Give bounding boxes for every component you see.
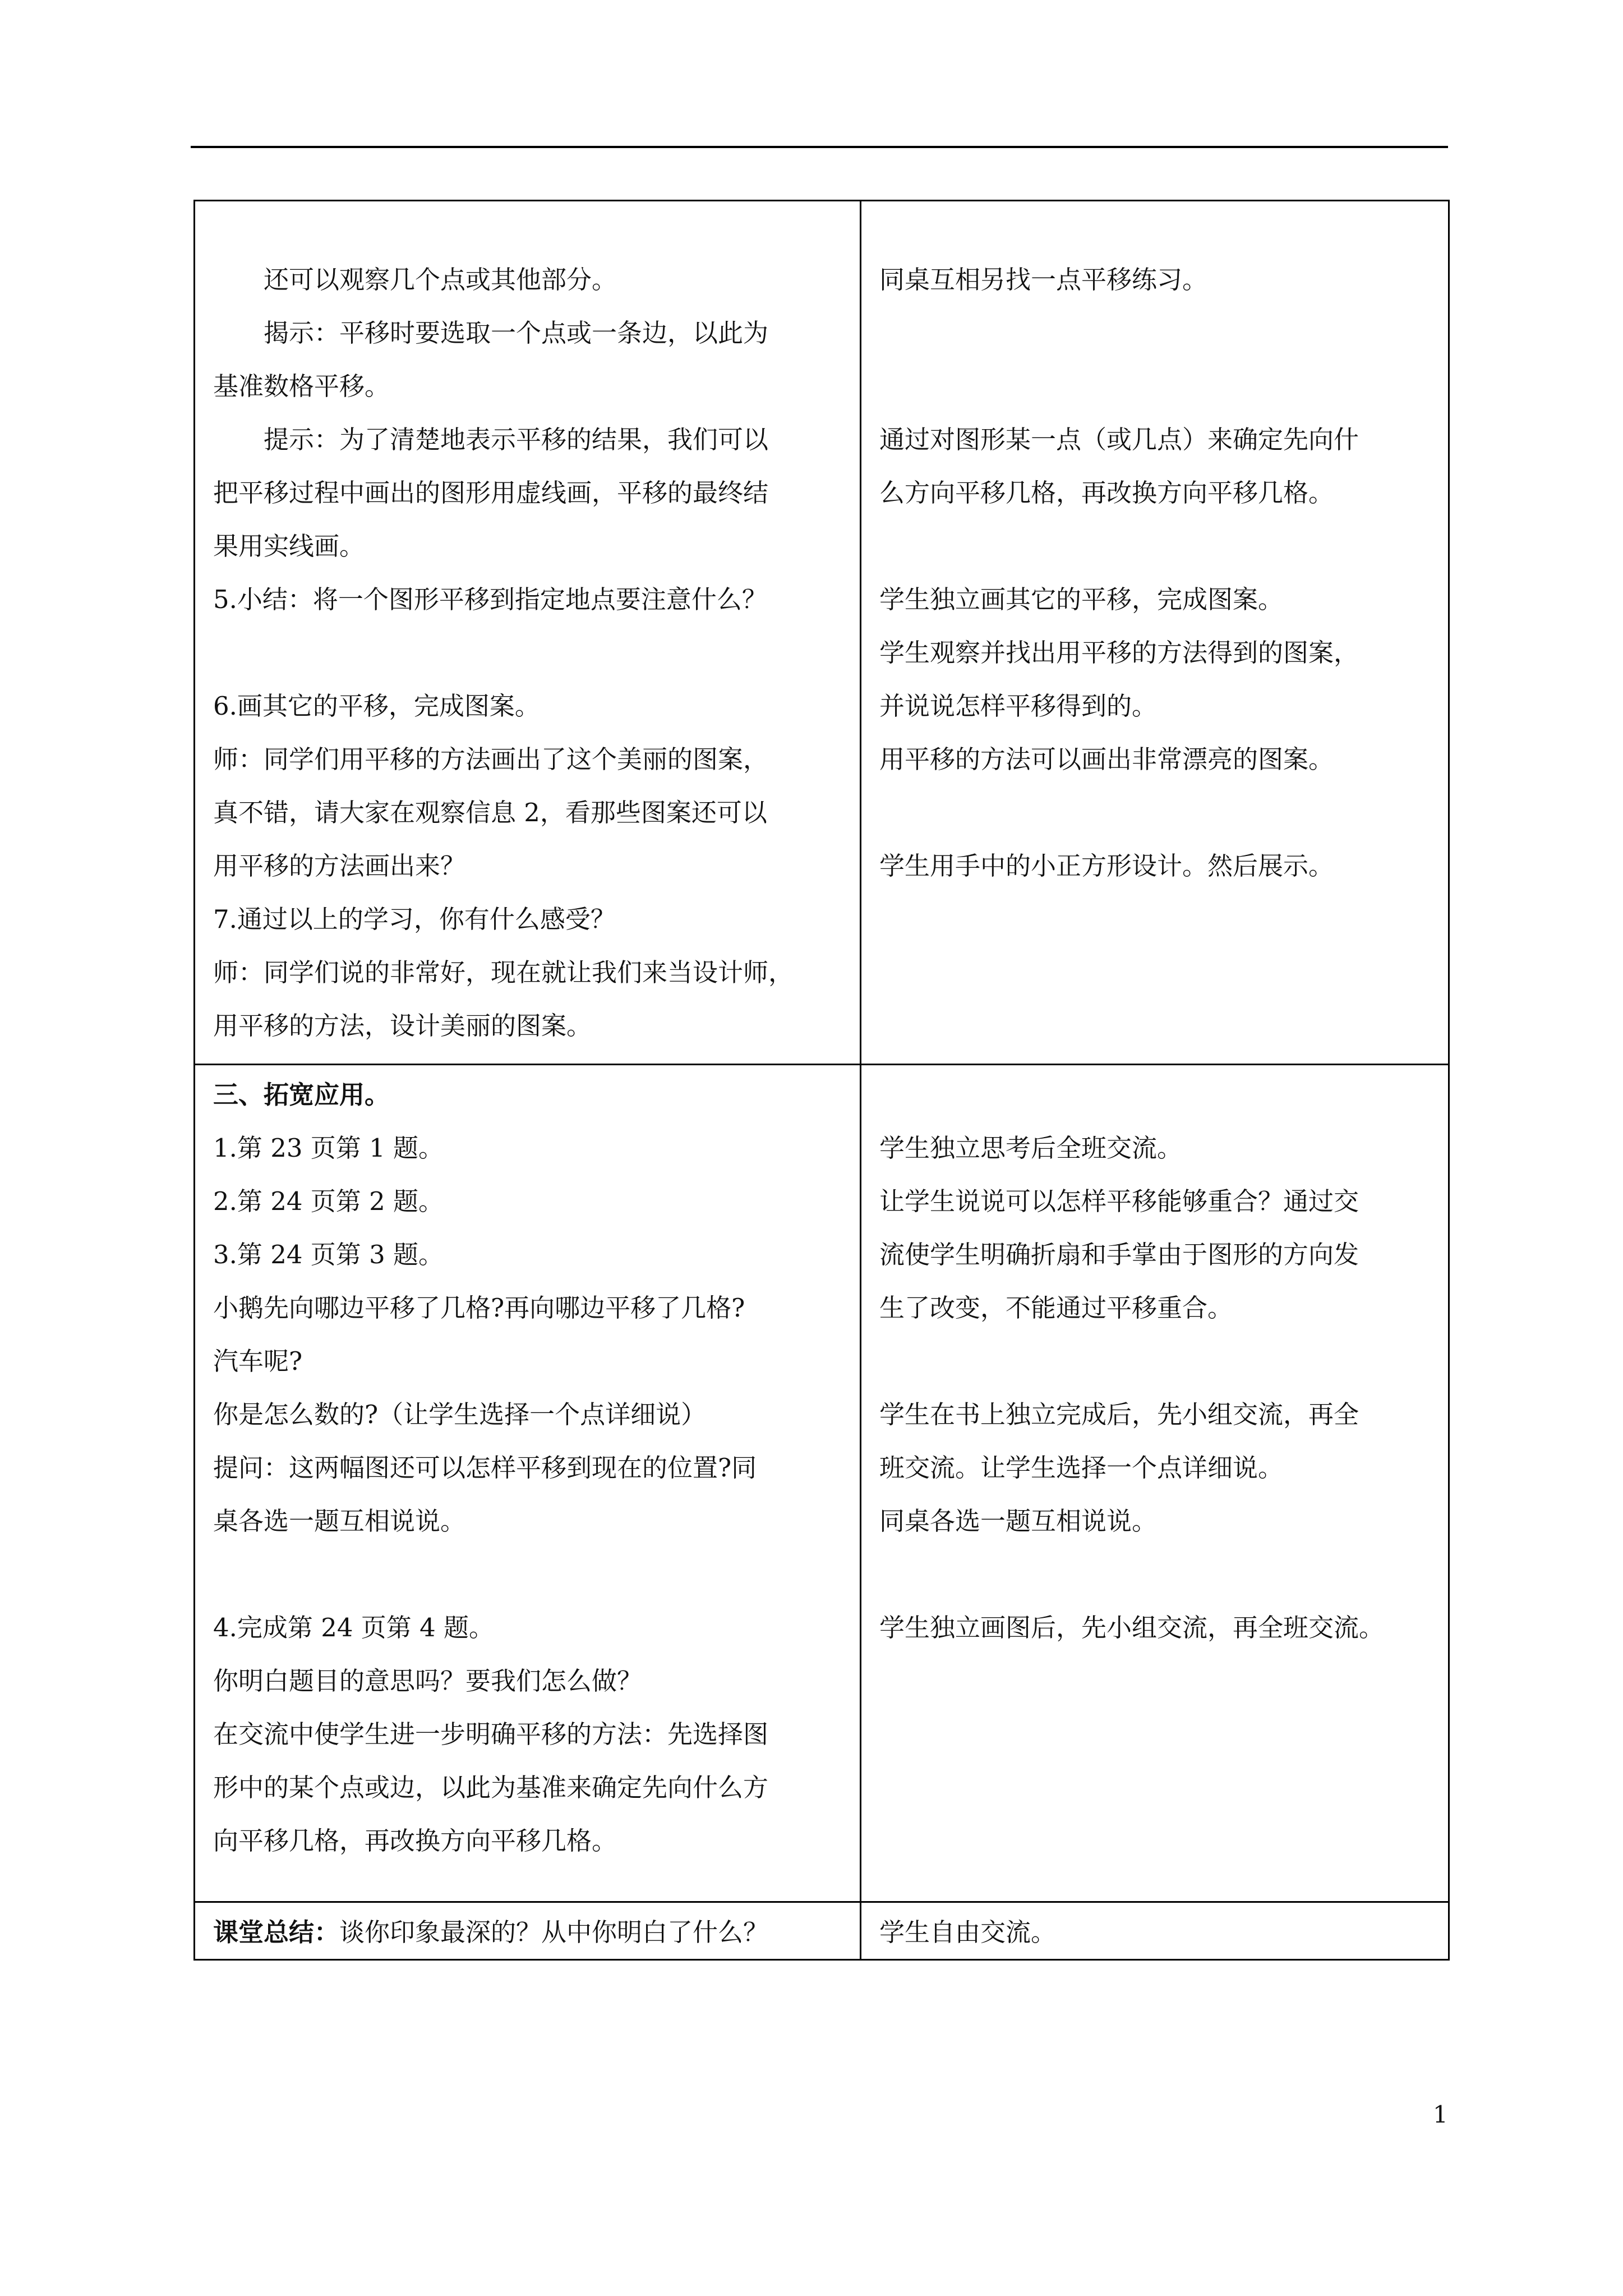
summary-line [213, 1906, 843, 1959]
text-line: 学生观察并找出用平移的方法得到的图案， [879, 638, 1359, 668]
text-line: 在交流中使学生进一步明确平移的方法：先选择图 [213, 1719, 769, 1749]
student-activity-cell [861, 1065, 1449, 1902]
text-line: 小鹅先向哪边平移了几格?再向哪边平移了几格? [213, 1293, 745, 1323]
text-line: 形中的某个点或边，以此为基准来确定先向什么方 [213, 1773, 769, 1802]
text-line: 真不错，请大家在观察信息 2，看那些图案还可以 [213, 798, 767, 827]
text-line: 同桌互相另找一点平移练习。 [879, 265, 1208, 295]
text-line: 桌各选一题互相说说。 [213, 1506, 466, 1536]
text-line: 5.小结：将一个图形平移到指定地点要注意什么？ [213, 585, 767, 614]
text-line: 把平移过程中画出的图形用虚线画，平移的最终结 [213, 478, 769, 508]
text-line: 7.通过以上的学习，你有什么感受？ [213, 904, 616, 934]
text-line: 用平移的方法可以画出非常漂亮的图案。 [879, 744, 1334, 774]
text-line: 班交流。让学生选择一个点详细说。 [879, 1453, 1284, 1483]
text-line: 用平移的方法，设计美丽的图案。 [213, 1011, 592, 1041]
table-row [195, 1065, 1449, 1902]
text-line: 提问：这两幅图还可以怎样平移到现在的位置?同 [213, 1453, 757, 1483]
text-line: 同桌各选一题互相说说。 [879, 1506, 1158, 1536]
lesson-plan-table [193, 200, 1450, 1961]
text-line: 生了改变，不能通过平移重合。 [879, 1293, 1233, 1323]
text-line: 师：同学们说的非常好，现在就让我们来当设计师， [213, 958, 794, 987]
summary-cell [195, 1902, 861, 1960]
text-line: 流使学生明确折扇和手掌由于图形的方向发 [879, 1240, 1359, 1269]
text-line: 2.第 24 页第 2 题。 [213, 1186, 444, 1216]
text-line: 你明白题目的意思吗？要我们怎么做？ [213, 1666, 643, 1696]
text-line: 揭示：平移时要选取一个点或一条边，以此为 [264, 318, 769, 348]
summary-label: 课堂总结： [213, 1917, 340, 1947]
summary-text: 谈你印象最深的？从中你明白了什么？ [339, 1917, 769, 1947]
text-line: 向平移几格，再改换方向平移几格。 [213, 1826, 617, 1856]
text-line: 通过对图形某一点（或几点）来确定先向什 [879, 425, 1359, 454]
student-activity-cell [861, 201, 1449, 1065]
text-line: 1.第 23 页第 1 题。 [213, 1133, 444, 1163]
text-line: 提示：为了清楚地表示平移的结果，我们可以 [264, 425, 769, 454]
text-line: 学生独立画其它的平移，完成图案。 [879, 585, 1284, 614]
text-line: 6.画其它的平移，完成图案。 [213, 691, 540, 721]
text-line: 么方向平移几格，再改换方向平移几格。 [879, 478, 1334, 508]
table-row [195, 1902, 1449, 1960]
text-line: 学生自由交流。 [879, 1917, 1057, 1947]
text-line: 用平移的方法画出来？ [213, 851, 466, 881]
text-line: 3.第 24 页第 3 题。 [213, 1240, 444, 1269]
text-line: 果用实线画。 [213, 531, 365, 561]
text-line: 学生用手中的小正方形设计。然后展示。 [879, 851, 1334, 881]
text-line: 4.完成第 24 页第 4 题。 [213, 1613, 495, 1642]
page-number: 1 [1433, 2101, 1448, 2128]
text-line: 还可以观察几个点或其他部分。 [264, 265, 617, 295]
table-row [195, 201, 1449, 1065]
text-line: 学生独立思考后全班交流。 [879, 1133, 1183, 1163]
teacher-activity-cell [195, 201, 861, 1065]
text-line: 基准数格平移。 [213, 371, 390, 401]
text-line: 你是怎么数的?（让学生选择一个点详细说） [213, 1400, 707, 1429]
text-line: 让学生说说可以怎样平移能够重合？通过交 [879, 1186, 1359, 1216]
text-line: 汽车呢? [213, 1346, 303, 1376]
text-line: 学生在书上独立完成后，先小组交流，再全 [879, 1400, 1359, 1429]
text-line: 学生独立画图后，先小组交流，再全班交流。 [879, 1613, 1385, 1642]
section-heading: 三、拓宽应用。 [213, 1080, 390, 1110]
text-line: 师：同学们用平移的方法画出了这个美丽的图案， [213, 744, 769, 774]
header-rule [191, 146, 1448, 148]
teacher-activity-cell [195, 1065, 861, 1902]
summary-response-cell [861, 1902, 1449, 1960]
text-line: 并说说怎样平移得到的。 [879, 691, 1158, 721]
